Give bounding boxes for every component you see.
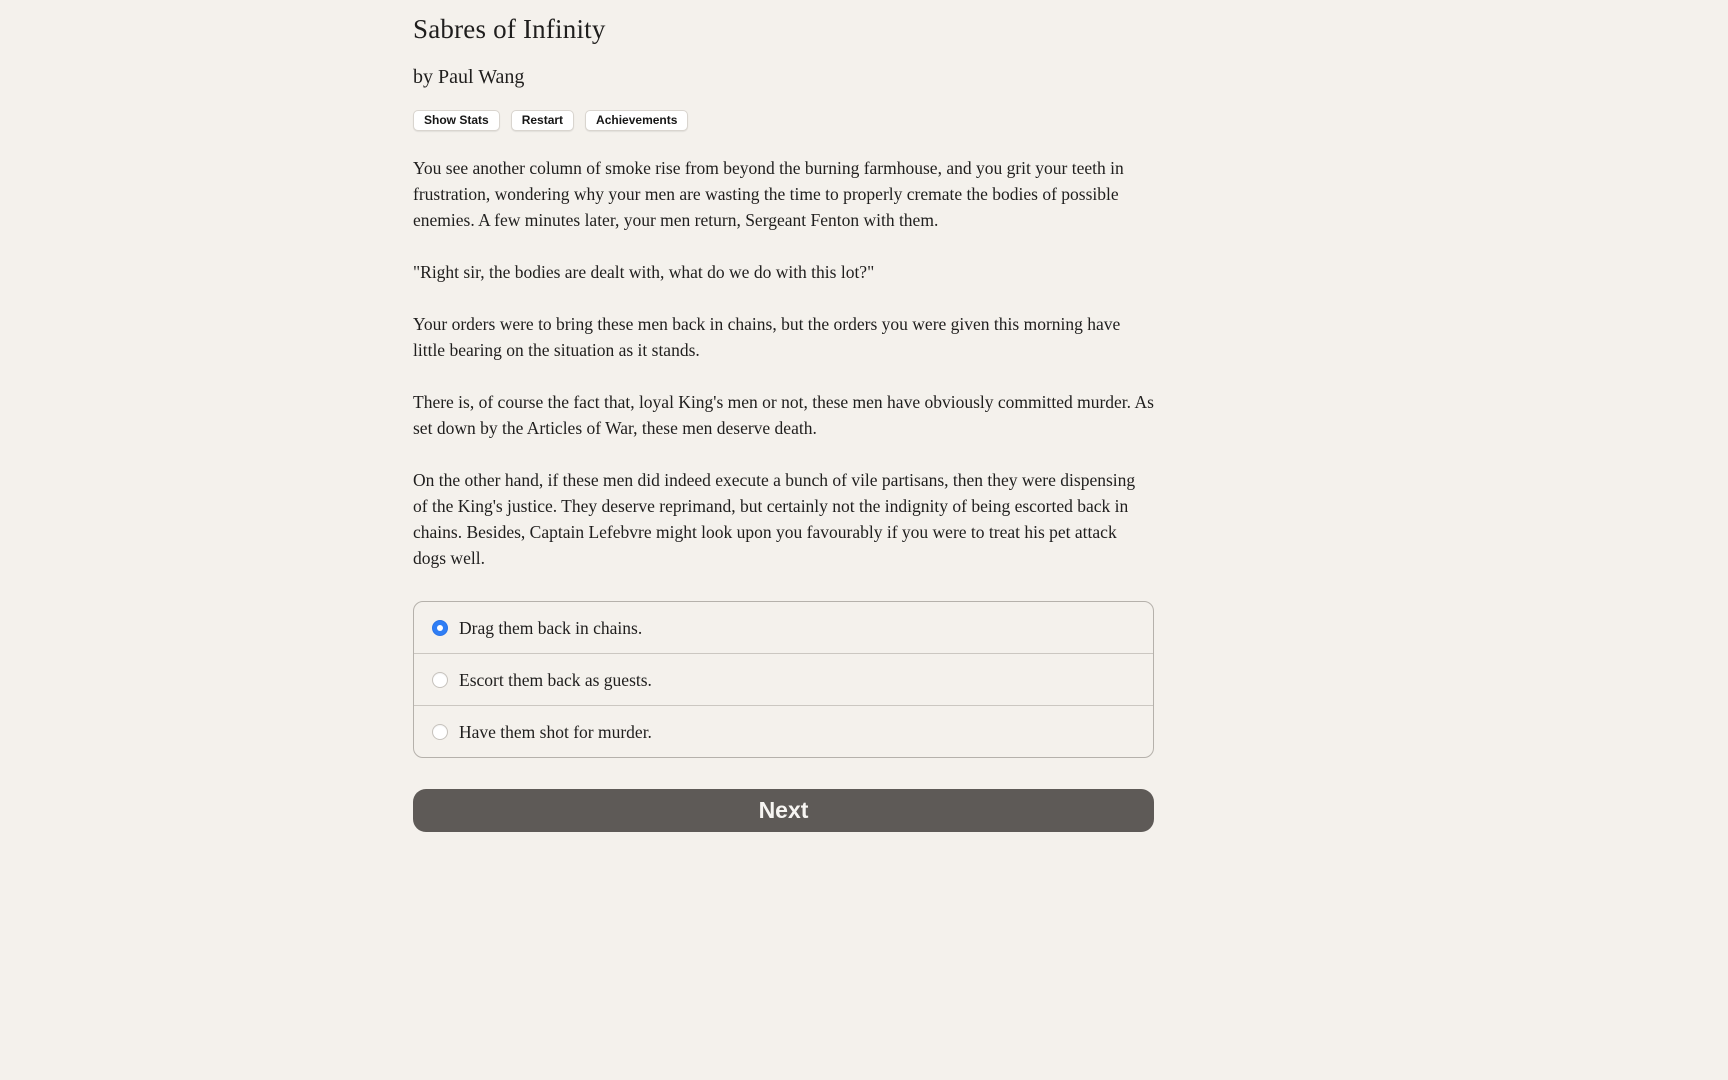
radio-button-icon[interactable] xyxy=(432,672,448,688)
choice-list xyxy=(413,601,1154,758)
choice-option-3[interactable] xyxy=(414,705,1153,757)
choice-option-label: Escort them back as guests. xyxy=(459,669,652,690)
story-paragraph: Your orders were to bring these men back in chains, but the orders you were given this morning have little bearing on the situation as it stands. xyxy=(413,314,1121,360)
story-paragraph: You see another column of smoke rise from beyond the burning farmhouse, and you grit your teeth in frustration, wondering why your men are wasting the time to properly cremate the bodies of possible enemies. A few minutes later, your men return, Sergeant Fenton with them. xyxy=(413,158,1124,230)
choice-option-label: Drag them back in chains. xyxy=(459,617,643,638)
choice-option-label: Have them shot for murder. xyxy=(459,721,652,742)
radio-button-icon[interactable] xyxy=(432,724,448,740)
story-text xyxy=(413,155,1154,571)
game-author: by Paul Wang xyxy=(413,66,525,88)
choice-option-2[interactable] xyxy=(414,653,1153,705)
achievements-button[interactable]: Achievements xyxy=(585,110,688,131)
radio-button-icon[interactable] xyxy=(432,620,448,636)
next-button[interactable]: Next xyxy=(413,789,1154,832)
story-paragraph: "Right sir, the bodies are dealt with, what do we do with this lot?" xyxy=(413,262,875,282)
show-stats-button[interactable]: Show Stats xyxy=(413,110,500,131)
game-title: Sabres of Infinity xyxy=(413,14,606,44)
story-paragraph: On the other hand, if these men did indeed execute a bunch of vile partisans, then they were dispensing of the King's justice. They deserve reprimand, but certainly not the indignity of being escorted back in chains. Besides, Captain Lefebvre might look upon you favourably if you were to treat his pet attack dogs well. xyxy=(413,470,1136,568)
game-content xyxy=(413,0,1154,832)
restart-button[interactable]: Restart xyxy=(511,110,574,131)
story-paragraph: There is, of course the fact that, loyal King's men or not, these men have obviously committed murder. As set down by the Articles of War, these men deserve death. xyxy=(413,392,1154,438)
toolbar xyxy=(413,110,1154,131)
choice-option-1[interactable] xyxy=(414,602,1153,653)
